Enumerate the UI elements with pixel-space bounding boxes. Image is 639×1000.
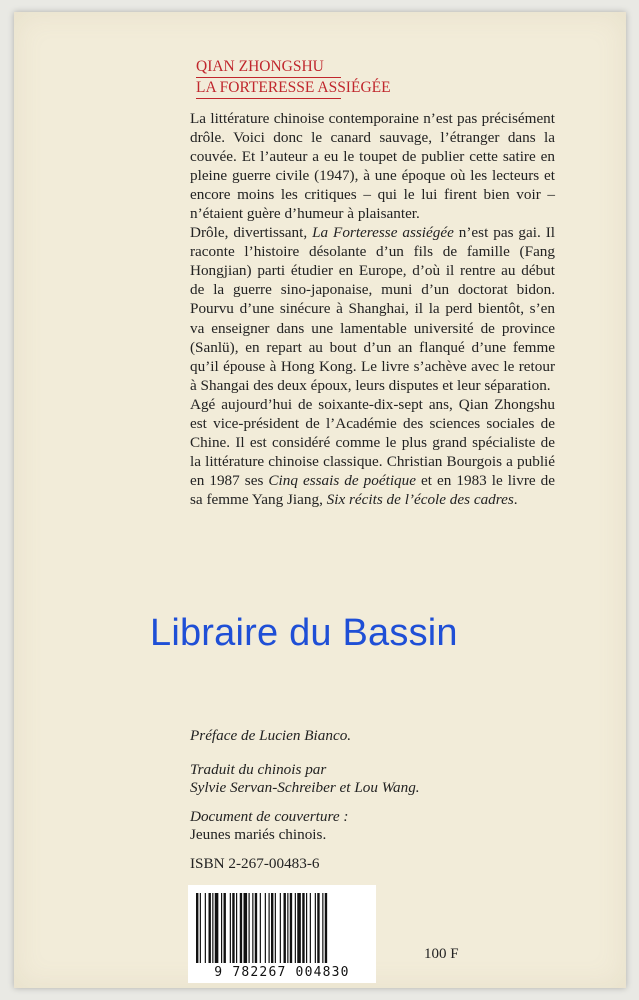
translator-line: Traduit du chinois par <box>190 761 327 778</box>
book-header <box>196 58 391 100</box>
translator-names: Sylvie Servan-Schreiber et Lou Wang. <box>190 779 420 796</box>
barcode-bar <box>205 893 206 963</box>
barcode-bar <box>236 893 237 963</box>
barcode-bar <box>209 893 211 963</box>
barcode-bar <box>295 893 296 963</box>
barcode-bar <box>255 893 257 963</box>
header-rule <box>196 98 341 99</box>
barcode-bars <box>194 893 370 965</box>
blurb-paragraph-3 <box>190 395 555 509</box>
text-span: et en 1983 le livre de sa femme Yang Jiang, <box>190 471 555 508</box>
barcode-bar <box>260 893 261 963</box>
barcode-bar <box>280 893 281 963</box>
title-italic: La Forteresse assiégée <box>312 224 454 242</box>
text-span: Agé aujourd’hui de soixante-dix-sept ans, Qian Zhongshu est vice-président de l’Académie des sciences sociales de Chine. Il est considéré comme le plus grand spécialiste de la littérature chinoise classique. Christian Bourgois a publié en 1987 ses <box>190 395 555 489</box>
translator-credit <box>190 761 420 797</box>
text-span: Drôle, divertissant, <box>190 224 313 242</box>
barcode-bar <box>315 893 316 963</box>
text-span: n’est pas gai. Il raconte l’histoire désolante d’un fils de famille (Fang Hongjian) parti étudier en Europe, d’où il rentre au début de la guerre sino-japonaise, muni d’un doctorat bidon. Pourvu d’une sinécure à Shanghai, il la perd bientôt, s’en va enseigner dans une lamentable université de province (Sanlü), en repart au bout d’un an flanqué d’une femme qu’il épouse à Hong Kong. Le livre s’achève avec le retour à Shangai des deux époux, leurs disputes et leur séparation. <box>190 224 555 394</box>
barcode-bar <box>287 893 288 963</box>
blurb <box>190 109 555 509</box>
barcode-bar <box>240 893 242 963</box>
barcode-bar <box>269 893 270 963</box>
barcode-bar <box>306 893 307 963</box>
barcode-number: 9 782267 004830 <box>214 965 350 980</box>
barcode-bar <box>196 893 198 963</box>
barcode-bar <box>322 893 323 963</box>
barcode-bar <box>290 893 292 963</box>
price: 100 F <box>424 946 459 962</box>
title-italic: Cinq essais de poétique <box>268 471 416 489</box>
blurb-paragraph-1: La littérature chinoise contemporaine n’est pas précisément drôle. Voici donc le canard sauvage, l’étranger dans la couvée. Et l’auteur a eu le toupet de publier cette satire en pleine guerre civile (1947), à une époque où les lecteurs et encore moins les critiques – qui le lui firent bien voir – n’étaient guère d’humeur à plaisanter. <box>190 110 555 223</box>
barcode-bar <box>224 893 226 963</box>
cover-credit-value: Jeunes mariés chinois. <box>190 826 327 843</box>
barcode-bar <box>221 893 222 963</box>
blurb-paragraph-2 <box>190 223 555 394</box>
barcode-bar <box>212 893 213 963</box>
cover-credit-label: Document de couverture : <box>190 808 349 825</box>
barcode-bar <box>232 893 234 963</box>
isbn: ISBN 2-267-00483-6 <box>190 855 320 872</box>
watermark-text: Libraire du Bassin <box>150 612 458 654</box>
barcode-bar <box>271 893 273 963</box>
barcode-bar <box>284 893 286 963</box>
text-span: . <box>513 490 518 508</box>
barcode-bar <box>265 893 266 963</box>
cover-credit <box>190 808 348 844</box>
barcode-bar <box>297 893 301 963</box>
book-title: LA FORTERESSE ASSIÉGÉE <box>196 79 391 96</box>
barcode-bar <box>244 893 248 963</box>
barcode-bar <box>302 893 304 963</box>
barcode-bar <box>200 893 201 963</box>
barcode-bar <box>310 893 311 963</box>
barcode-bar <box>215 893 219 963</box>
barcode-bar <box>317 893 319 963</box>
barcode <box>188 885 376 983</box>
barcode-bar <box>275 893 276 963</box>
barcode-bar <box>252 893 253 963</box>
title-italic: Six récits de l’école des cadres <box>326 490 514 508</box>
author-name: QIAN ZHONGSHU <box>196 58 324 75</box>
barcode-bar <box>325 893 327 963</box>
barcode-bar <box>230 893 231 963</box>
header-rule <box>196 77 341 78</box>
barcode-bar <box>249 893 250 963</box>
preface-credit: Préface de Lucien Bianco. <box>190 727 352 744</box>
